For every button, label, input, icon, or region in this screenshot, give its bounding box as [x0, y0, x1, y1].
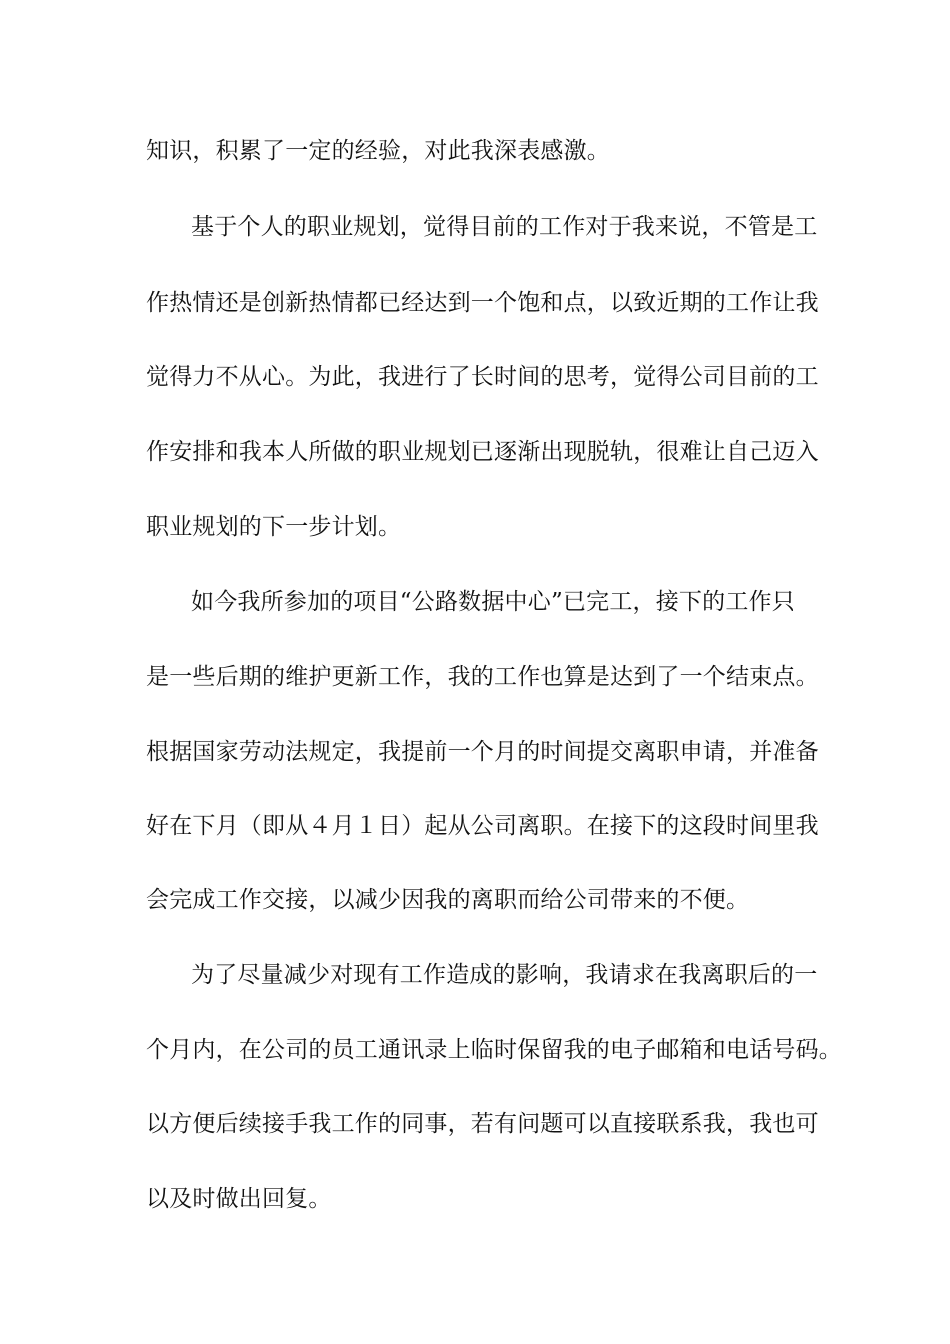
- text-line: 作热情还是创新热情都已经达到一个饱和点，以致近期的工作让我: [146, 290, 819, 316]
- text-line: 以方便后续接手我工作的同事，若有问题可以直接联系我，我也可: [146, 1111, 819, 1137]
- paragraph-first-line: 基于个人的职业规划，觉得目前的工作对于我来说，不管是工: [191, 214, 818, 240]
- text-line: 觉得力不从心。为此，我进行了长时间的思考，觉得公司目前的工: [146, 364, 819, 390]
- text-line: 好在下月（即从４月１日）起从公司离职。在接下的这段时间里我: [146, 813, 819, 839]
- text-line: 作安排和我本人所做的职业规划已逐渐出现脱轨，很难让自己迈入: [146, 439, 819, 465]
- text-line: 根据国家劳动法规定，我提前一个月的时间提交离职申请，并准备: [146, 739, 819, 765]
- text-line: 会完成工作交接，以减少因我的离职而给公司带来的不便。: [146, 887, 750, 913]
- paragraph-first-line: 如今我所参加的项目“公路数据中心”已完工，接下的工作只: [191, 589, 795, 615]
- text-line: 以及时做出回复。: [146, 1186, 332, 1212]
- paragraph-first-line: 为了尽量减少对现有工作造成的影响，我请求在我离职后的一: [191, 962, 818, 988]
- text-line: 职业规划的下一步计划。: [146, 514, 402, 540]
- text-line: 个月内，在公司的员工通讯录上临时保留我的电子邮箱和电话号码。: [146, 1037, 842, 1063]
- text-line: 知识，积累了一定的经验，对此我深表感激。: [146, 138, 610, 164]
- text-line: 是一些后期的维护更新工作，我的工作也算是达到了一个结束点。: [146, 664, 819, 690]
